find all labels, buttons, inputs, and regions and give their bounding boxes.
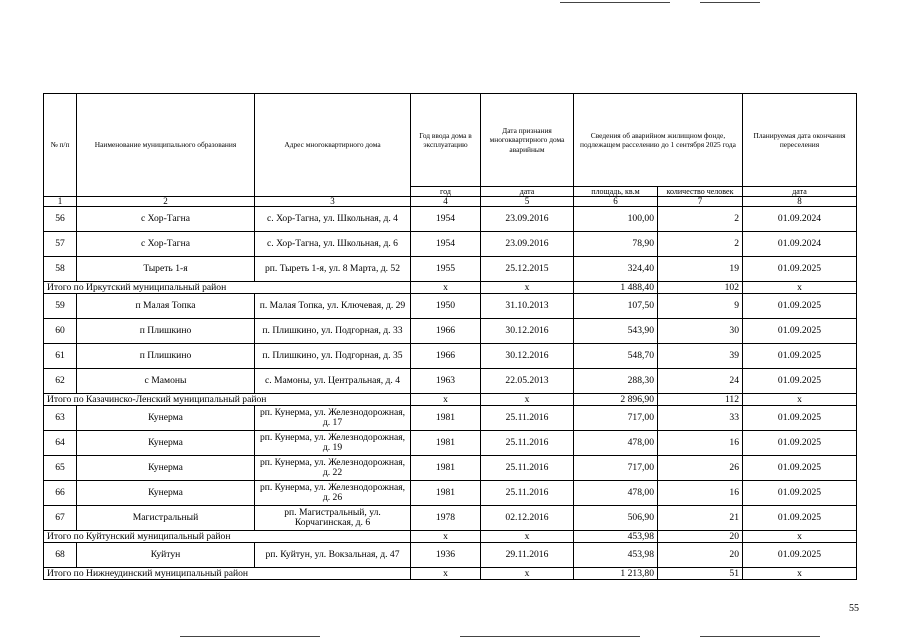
total-people: 112 xyxy=(658,394,743,406)
cell-area: 717,00 xyxy=(574,406,658,431)
cell-year: 1981 xyxy=(411,456,481,481)
col-header-municipality: Наименование муниципального образования xyxy=(77,94,255,197)
cell-area: 548,70 xyxy=(574,344,658,369)
cell-date: 23.09.2016 xyxy=(481,232,574,257)
cell-area: 288,30 xyxy=(574,369,658,394)
total-people: 20 xyxy=(658,531,743,543)
col-header-num: № п/п xyxy=(44,94,77,197)
table-row xyxy=(44,506,857,531)
table-row xyxy=(44,207,857,232)
subheader-area: площадь, кв.м xyxy=(574,187,658,197)
cell-planned: 01.09.2024 xyxy=(743,232,857,257)
scan-artifact-line xyxy=(700,636,820,637)
cell-municipality: с Хор-Тагна xyxy=(77,207,255,232)
colnum-5: 5 xyxy=(481,197,574,207)
relocation-table xyxy=(43,93,857,580)
total-year-x: х xyxy=(411,568,481,580)
cell-date: 25.11.2016 xyxy=(481,481,574,506)
cell-num: 68 xyxy=(44,543,77,568)
cell-area: 324,40 xyxy=(574,257,658,282)
cell-municipality: Тыреть 1-я xyxy=(77,257,255,282)
cell-address: с. Хор-Тагна, ул. Школьная, д. 4 xyxy=(255,207,411,232)
table-header-row xyxy=(44,94,857,187)
cell-area: 478,00 xyxy=(574,481,658,506)
cell-area: 506,90 xyxy=(574,506,658,531)
cell-people: 9 xyxy=(658,294,743,319)
total-planned-x: х xyxy=(743,531,857,543)
cell-date: 29.11.2016 xyxy=(481,543,574,568)
cell-num: 65 xyxy=(44,456,77,481)
cell-planned: 01.09.2025 xyxy=(743,481,857,506)
cell-num: 57 xyxy=(44,232,77,257)
cell-num: 60 xyxy=(44,319,77,344)
cell-year: 1963 xyxy=(411,369,481,394)
table-row xyxy=(44,344,857,369)
scan-artifact-line xyxy=(460,636,640,637)
cell-municipality: п Малая Топка xyxy=(77,294,255,319)
cell-area: 78,90 xyxy=(574,232,658,257)
cell-planned: 01.09.2025 xyxy=(743,257,857,282)
col-header-planned: Планируемая дата окончания переселения xyxy=(743,94,857,187)
subheader-date2: дата xyxy=(743,187,857,197)
cell-area: 717,00 xyxy=(574,456,658,481)
col-header-info: Сведения об аварийном жилищном фонде, подлежащем расселению до 1 сентября 2025 года xyxy=(574,94,743,187)
col-header-year-built: Год ввода дома в эксплуатацию xyxy=(411,94,481,187)
cell-people: 2 xyxy=(658,207,743,232)
subheader-date: дата xyxy=(481,187,574,197)
cell-date: 25.12.2015 xyxy=(481,257,574,282)
cell-address: рп. Куйтун, ул. Вокзальная, д. 47 xyxy=(255,543,411,568)
cell-planned: 01.09.2025 xyxy=(743,344,857,369)
cell-year: 1966 xyxy=(411,344,481,369)
cell-address: рп. Кунерма, ул. Железнодорожная, д. 26 xyxy=(255,481,411,506)
total-people: 102 xyxy=(658,282,743,294)
scan-artifact-line xyxy=(700,2,760,3)
cell-num: 61 xyxy=(44,344,77,369)
cell-people: 21 xyxy=(658,506,743,531)
cell-address: рп. Кунерма, ул. Железнодорожная, д. 22 xyxy=(255,456,411,481)
cell-planned: 01.09.2025 xyxy=(743,294,857,319)
cell-date: 30.12.2016 xyxy=(481,344,574,369)
cell-area: 100,00 xyxy=(574,207,658,232)
total-date-x: х xyxy=(481,531,574,543)
total-label: Итого по Нижнеудинский муниципальный район xyxy=(44,568,411,580)
cell-planned: 01.09.2025 xyxy=(743,319,857,344)
scan-artifact-line xyxy=(180,636,320,637)
cell-area: 543,90 xyxy=(574,319,658,344)
table-row xyxy=(44,369,857,394)
colnum-6: 6 xyxy=(574,197,658,207)
cell-address: с. Хор-Тагна, ул. Школьная, д. 6 xyxy=(255,232,411,257)
cell-people: 24 xyxy=(658,369,743,394)
table-row xyxy=(44,456,857,481)
cell-num: 63 xyxy=(44,406,77,431)
total-area: 453,98 xyxy=(574,531,658,543)
table-row xyxy=(44,257,857,282)
page-number: 55 xyxy=(849,603,859,614)
cell-address: с. Мамоны, ул. Центральная, д. 4 xyxy=(255,369,411,394)
cell-address: рп. Кунерма, ул. Железнодорожная, д. 17 xyxy=(255,406,411,431)
cell-planned: 01.09.2025 xyxy=(743,431,857,456)
total-year-x: х xyxy=(411,394,481,406)
total-planned-x: х xyxy=(743,568,857,580)
cell-municipality: Кунерма xyxy=(77,431,255,456)
colnum-3: 3 xyxy=(255,197,411,207)
table-row xyxy=(44,232,857,257)
cell-year: 1981 xyxy=(411,406,481,431)
cell-num: 58 xyxy=(44,257,77,282)
cell-address: п. Плишкино, ул. Подгорная, д. 33 xyxy=(255,319,411,344)
cell-planned: 01.09.2025 xyxy=(743,506,857,531)
table-row xyxy=(44,481,857,506)
total-area: 2 896,90 xyxy=(574,394,658,406)
cell-year: 1955 xyxy=(411,257,481,282)
table-row xyxy=(44,431,857,456)
cell-municipality: с Мамоны xyxy=(77,369,255,394)
cell-num: 59 xyxy=(44,294,77,319)
cell-date: 25.11.2016 xyxy=(481,456,574,481)
cell-planned: 01.09.2025 xyxy=(743,406,857,431)
total-area: 1 488,40 xyxy=(574,282,658,294)
scan-artifact-line xyxy=(560,2,670,3)
cell-people: 30 xyxy=(658,319,743,344)
cell-date: 02.12.2016 xyxy=(481,506,574,531)
total-row xyxy=(44,531,857,543)
total-date-x: х xyxy=(481,568,574,580)
total-row xyxy=(44,394,857,406)
cell-people: 20 xyxy=(658,543,743,568)
cell-municipality: Куйтун xyxy=(77,543,255,568)
cell-people: 19 xyxy=(658,257,743,282)
colnum-7: 7 xyxy=(658,197,743,207)
cell-people: 39 xyxy=(658,344,743,369)
cell-address: п. Малая Топка, ул. Ключевая, д. 29 xyxy=(255,294,411,319)
cell-people: 26 xyxy=(658,456,743,481)
cell-planned: 01.09.2025 xyxy=(743,543,857,568)
cell-planned: 01.09.2025 xyxy=(743,456,857,481)
cell-num: 62 xyxy=(44,369,77,394)
cell-address: рп. Тыреть 1-я, ул. 8 Марта, д. 52 xyxy=(255,257,411,282)
cell-date: 30.12.2016 xyxy=(481,319,574,344)
cell-date: 25.11.2016 xyxy=(481,431,574,456)
col-header-date-recognized: Дата признания многоквартирного дома аварийным xyxy=(481,94,574,187)
cell-municipality: п Плишкино xyxy=(77,344,255,369)
cell-num: 64 xyxy=(44,431,77,456)
total-people: 51 xyxy=(658,568,743,580)
cell-people: 33 xyxy=(658,406,743,431)
cell-address: п. Плишкино, ул. Подгорная, д. 35 xyxy=(255,344,411,369)
total-planned-x: х xyxy=(743,282,857,294)
total-date-x: х xyxy=(481,394,574,406)
col-header-address: Адрес многоквартирного дома xyxy=(255,94,411,197)
cell-people: 16 xyxy=(658,431,743,456)
cell-year: 1981 xyxy=(411,431,481,456)
cell-num: 67 xyxy=(44,506,77,531)
table-row xyxy=(44,294,857,319)
total-label: Итого по Куйтунский муниципальный район xyxy=(44,531,411,543)
cell-date: 22.05.2013 xyxy=(481,369,574,394)
cell-area: 478,00 xyxy=(574,431,658,456)
cell-municipality: Кунерма xyxy=(77,406,255,431)
subheader-year: год xyxy=(411,187,481,197)
cell-year: 1966 xyxy=(411,319,481,344)
table-row xyxy=(44,406,857,431)
total-area: 1 213,80 xyxy=(574,568,658,580)
cell-address: рп. Кунерма, ул. Железнодорожная, д. 19 xyxy=(255,431,411,456)
cell-municipality: Кунерма xyxy=(77,481,255,506)
cell-year: 1978 xyxy=(411,506,481,531)
total-year-x: х xyxy=(411,282,481,294)
colnum-1: 1 xyxy=(44,197,77,207)
colnum-2: 2 xyxy=(77,197,255,207)
colnum-8: 8 xyxy=(743,197,857,207)
cell-municipality: Кунерма xyxy=(77,456,255,481)
column-number-row xyxy=(44,197,857,207)
table-row xyxy=(44,543,857,568)
total-year-x: х xyxy=(411,531,481,543)
table-row xyxy=(44,319,857,344)
colnum-4: 4 xyxy=(411,197,481,207)
cell-num: 66 xyxy=(44,481,77,506)
cell-people: 16 xyxy=(658,481,743,506)
total-label: Итого по Казачинско-Ленский муниципальный район xyxy=(44,394,411,406)
cell-area: 453,98 xyxy=(574,543,658,568)
cell-municipality: Магистральный xyxy=(77,506,255,531)
total-planned-x: х xyxy=(743,394,857,406)
cell-num: 56 xyxy=(44,207,77,232)
cell-people: 2 xyxy=(658,232,743,257)
total-row xyxy=(44,568,857,580)
cell-address: рп. Магистральный, ул. Корчагинская, д. 6 xyxy=(255,506,411,531)
cell-planned: 01.09.2024 xyxy=(743,207,857,232)
cell-year: 1981 xyxy=(411,481,481,506)
cell-municipality: с Хор-Тагна xyxy=(77,232,255,257)
cell-year: 1954 xyxy=(411,232,481,257)
cell-year: 1954 xyxy=(411,207,481,232)
cell-year: 1936 xyxy=(411,543,481,568)
total-date-x: х xyxy=(481,282,574,294)
cell-municipality: п Плишкино xyxy=(77,319,255,344)
cell-year: 1950 xyxy=(411,294,481,319)
cell-date: 25.11.2016 xyxy=(481,406,574,431)
total-label: Итого по Иркутский муниципальный район xyxy=(44,282,411,294)
cell-planned: 01.09.2025 xyxy=(743,369,857,394)
total-row xyxy=(44,282,857,294)
subheader-people: количество человек xyxy=(658,187,743,197)
cell-area: 107,50 xyxy=(574,294,658,319)
cell-date: 23.09.2016 xyxy=(481,207,574,232)
cell-date: 31.10.2013 xyxy=(481,294,574,319)
